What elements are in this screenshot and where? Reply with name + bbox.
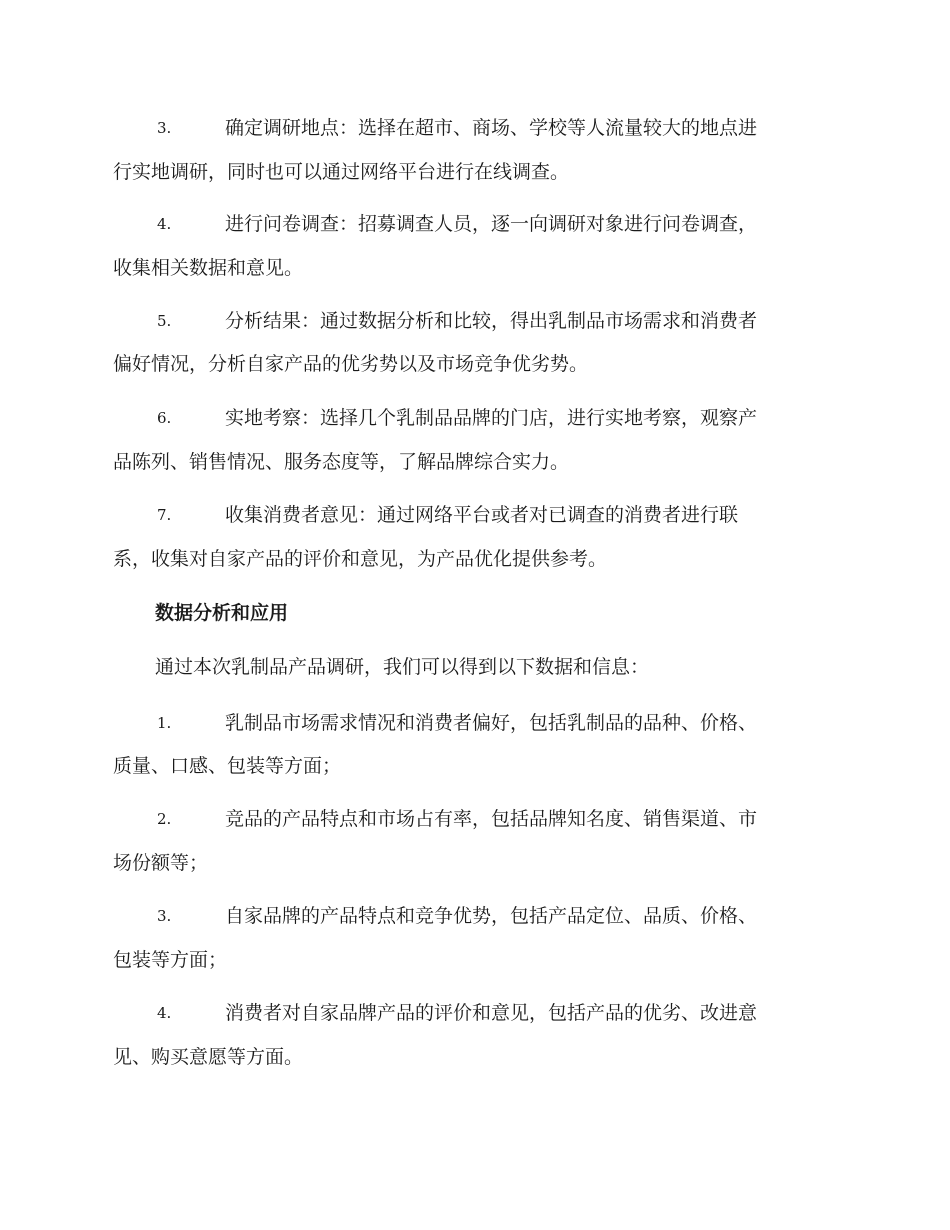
list-number: 3. xyxy=(157,907,172,925)
list-text-line: 实地考察：选择几个乳制品品牌的门店，进行实地考察，观察产 xyxy=(225,407,758,429)
list-number: 3. xyxy=(157,119,172,137)
list-text-line: 收集消费者意见：通过网络平台或者对已调查的消费者进行联 xyxy=(225,504,739,526)
list-text-line: 分析结果：通过数据分析和比较，得出乳制品市场需求和消费者 xyxy=(225,310,758,332)
list-text-line: 偏好情况，分析自家产品的优劣势以及市场竞争优劣势。 xyxy=(113,353,589,375)
list-number: 1. xyxy=(157,714,172,732)
list-text-line: 见、购买意愿等方面。 xyxy=(113,1046,304,1068)
list-text-line: 自家品牌的产品特点和竞争优势，包括产品定位、品质、价格、 xyxy=(225,905,758,927)
list-number: 6. xyxy=(157,409,172,427)
section-heading: 数据分析和应用 xyxy=(155,602,289,624)
list-text-line: 行实地调研，同时也可以通过网络平台进行在线调查。 xyxy=(113,161,570,183)
list-text-line: 质量、口感、包装等方面； xyxy=(113,755,342,777)
list-number: 4. xyxy=(157,1004,172,1022)
list-text-line: 品陈列、销售情况、服务态度等，了解品牌综合实力。 xyxy=(113,451,570,473)
list-text-line: 竞品的产品特点和市场占有率，包括品牌知名度、销售渠道、市 xyxy=(225,808,758,830)
intro-paragraph: 通过本次乳制品产品调研，我们可以得到以下数据和信息： xyxy=(155,656,650,678)
list-number: 5. xyxy=(157,312,172,330)
list-text-line: 消费者对自家品牌产品的评价和意见，包括产品的优劣、改进意 xyxy=(225,1002,758,1024)
list-text-line: 包装等方面； xyxy=(113,949,228,971)
list-text-line: 收集相关数据和意见。 xyxy=(113,257,304,279)
list-text-line: 系，收集对自家产品的评价和意见，为产品优化提供参考。 xyxy=(113,548,608,570)
list-number: 4. xyxy=(157,215,172,233)
list-text-line: 进行问卷调查：招募调查人员，逐一向调研对象进行问卷调查， xyxy=(225,213,758,235)
list-number: 7. xyxy=(157,506,172,524)
list-text-line: 乳制品市场需求情况和消费者偏好，包括乳制品的品种、价格、 xyxy=(225,712,758,734)
list-text-line: 确定调研地点：选择在超市、商场、学校等人流量较大的地点进 xyxy=(225,117,758,139)
list-number: 2. xyxy=(157,810,172,828)
list-text-line: 场份额等； xyxy=(113,852,209,874)
